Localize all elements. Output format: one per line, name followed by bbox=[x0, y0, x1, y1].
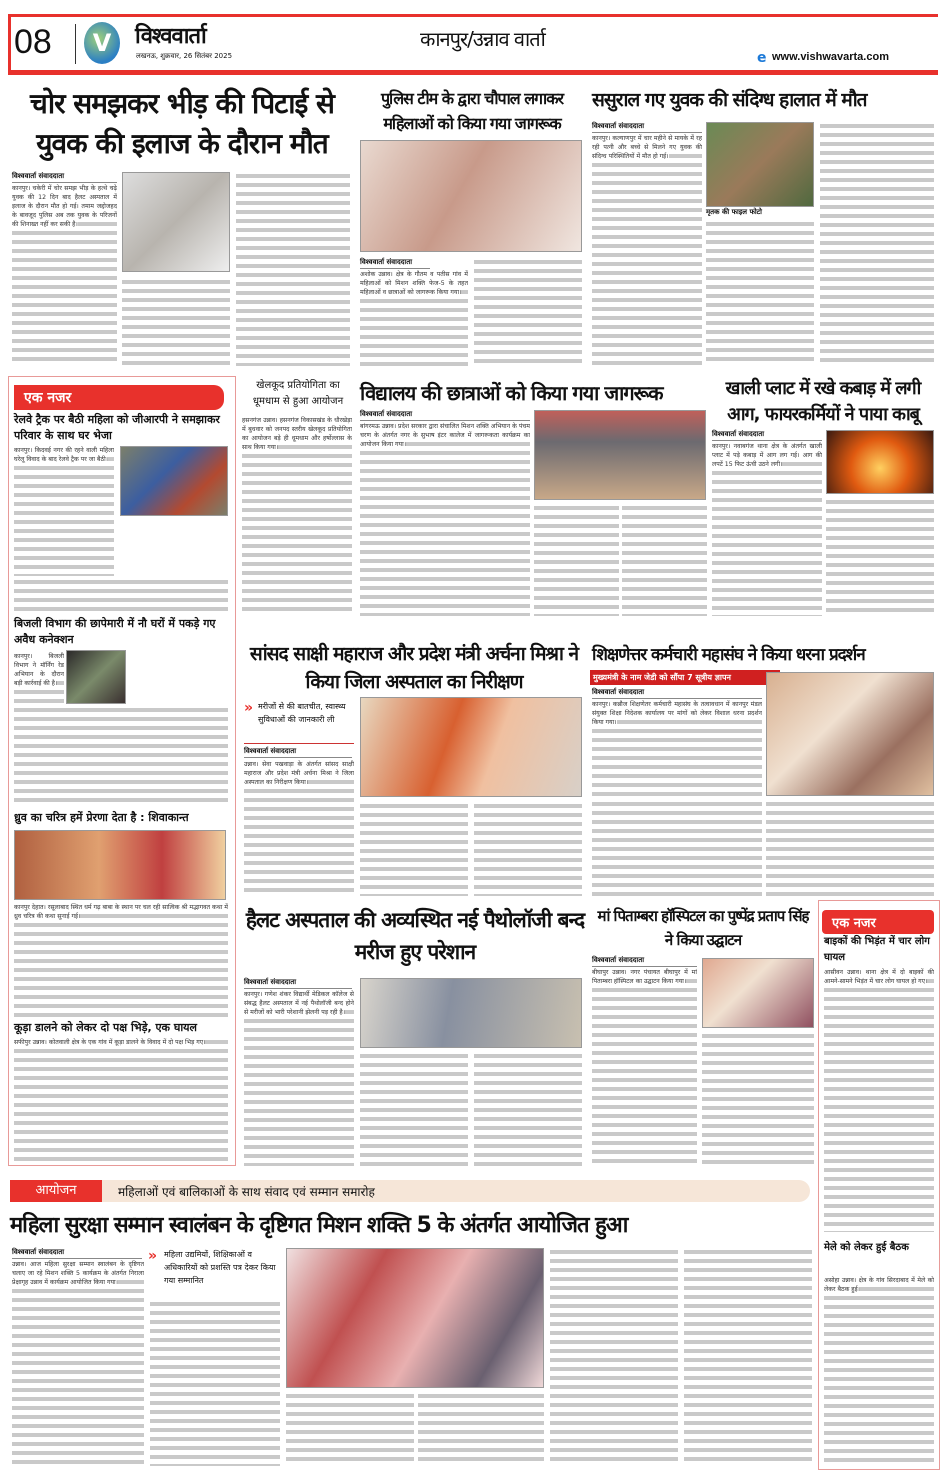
story-body-col bbox=[820, 122, 934, 366]
feature-body-col bbox=[550, 1248, 678, 1466]
story-body-col bbox=[702, 1032, 814, 1166]
story-body-col bbox=[474, 802, 582, 896]
story-body: बीघापुर उन्नाव। नगर पंचायत बीघापुर में मां पिताम्बरा हॉस्पिटल का उद्घाटन किया गया। bbox=[592, 968, 697, 1166]
feature-body-col bbox=[418, 1392, 544, 1466]
sidebar-body: असोहा उन्नाव। क्षेत्र के गांव सिरदाबाद में मेले को लेकर बैठक हुई। bbox=[824, 1276, 934, 1464]
byline: विश्ववार्ता संवाददाता bbox=[712, 430, 822, 441]
story-headline: मां पिताम्बरा हॉस्पिटल का पुष्पेंद्र प्रताप सिंह ने किया उद्घाटन bbox=[597, 907, 809, 949]
story-photo bbox=[534, 410, 706, 500]
sidebar-headline: बिजली विभाग की छापेमारी में नौ घरों में पकड़े गए अवैध कनेक्शन bbox=[14, 617, 216, 646]
feature-body-col bbox=[684, 1248, 812, 1466]
story-body: हसनगंज उन्नाव। हसनगंज विकासखंड के धौरखेड़ा में बुधवार को जनपद स्तरीय खेलकूद प्रतियोगिता का आयोजन बड़े ही धूमधाम और हर्षोल्लास के साथ किया गया। bbox=[242, 416, 352, 616]
sidebar-body-col bbox=[14, 706, 228, 806]
page-number: 08 bbox=[14, 23, 52, 61]
sidebar-label: एक नजर bbox=[14, 385, 224, 410]
sidebar-headline: ध्रुव का चरित्र हमें प्रेरणा देता है : शिवाकान्त bbox=[14, 811, 189, 824]
story-body-col bbox=[360, 1052, 468, 1166]
byline: विश्ववार्ता संवाददाता bbox=[592, 956, 697, 967]
ie-icon: e bbox=[757, 50, 767, 66]
story-headline: शिक्षणेत्तर कर्मचारी महासंघ ने किया धरना प्रदर्शन bbox=[592, 645, 865, 665]
sidebar-headline: बाइकों की भिड़ंत में चार लोग घायल bbox=[824, 936, 930, 963]
byline: विश्ववार्ता संवाददाता bbox=[592, 688, 762, 699]
story-photo bbox=[360, 697, 582, 797]
section-title: कानपुर/उन्नाव वार्ता bbox=[420, 27, 545, 51]
story-headline: विद्यालय की छात्राओं को किया गया जागरूक bbox=[360, 381, 663, 405]
byline: विश्ववार्ता संवाददाता bbox=[360, 258, 430, 269]
story-photo bbox=[360, 140, 582, 252]
sidebar-photo bbox=[14, 830, 226, 900]
dateline: लखनऊ, शुक्रवार, 26 सितंबर 2025 bbox=[136, 52, 233, 60]
story-body: बांगरमऊ उन्नाव। प्रदेश सरकार द्वारा संचालित मिशन शक्ति अभियान के पंचम चरण के अंतर्गत नगर के सुभाष इंटर कालेज में जागरूकता कार्यक्रम का आयोजन किया गया। bbox=[360, 422, 530, 616]
quote-marks-icon: » bbox=[148, 1248, 158, 1264]
story-photo bbox=[766, 672, 934, 796]
story-headline: हैलट अस्पताल की अव्यस्थित नई पैथोलॉजी बन्द मरीज हुए परेशान bbox=[245, 908, 585, 964]
logo-icon: V bbox=[84, 22, 120, 64]
website-link[interactable]: www.vishwavarta.com bbox=[772, 51, 889, 63]
story-body-col bbox=[474, 1052, 582, 1166]
masthead-accent bbox=[8, 14, 40, 17]
byline: विश्ववार्ता संवाददाता bbox=[12, 172, 117, 183]
pull-quote: मरीजों से की बातचीत, स्वास्थ्य सुविधाओं की जानकारी ली bbox=[258, 702, 346, 724]
sidebar-body-col bbox=[14, 578, 228, 614]
sidebar-headline: रेलवे ट्रैक पर बैठी महिला को जीआरपी ने समझाकर परिवार के साथ घर भेजा bbox=[14, 413, 220, 442]
sidebar-body: कानपुर देहात। रसूलाबाद स्थित धर्म गढ़ बाबा के स्थान पर चल रही सात्विक श्री मद्भागवत कथा में ध्रुव चरित्र की कथा सुनाई गई। bbox=[14, 903, 228, 1019]
story-body-col bbox=[706, 220, 814, 366]
right-sidebar-label: एक नजर bbox=[822, 910, 934, 934]
story-photo bbox=[826, 430, 934, 494]
story-headline: सांसद साक्षी महाराज और प्रदेश मंत्री अर्चना मिश्रा ने किया जिला अस्पताल का निरीक्षण bbox=[249, 643, 579, 693]
feature-photo bbox=[286, 1248, 544, 1388]
sidebar-photo bbox=[66, 650, 126, 704]
sidebar-body: आसीवन उन्नाव। थाना क्षेत्र में दो बाइकों की आमने-सामने भिड़ंत में चार लोग घायल हो गए। bbox=[824, 968, 934, 1232]
byline: विश्ववार्ता संवाददाता bbox=[12, 1248, 142, 1259]
sidebar-body: सफीपुर उन्नाव। कोतवाली क्षेत्र के एक गांव में कूड़ा डालने के विवाद में दो पक्ष भिड़ गए। bbox=[14, 1038, 228, 1162]
feature-tag: आयोजन bbox=[10, 1180, 102, 1202]
feature-strap: महिलाओं एवं बालिकाओं के साथ संवाद एवं सम्मान समारोह bbox=[118, 1185, 375, 1199]
story-body: कानपुर। गणेश शंकर विद्यार्थी मेडिकल कॉलेज से संबद्ध हैलट अस्पताल में नई पैथोलॉजी बन्द होने से मरीजों को भारी परेशानी झेलनी पड़ रही है। bbox=[244, 990, 354, 1166]
sidebar-photo bbox=[120, 446, 228, 516]
sidebar-headline: मेले को लेकर हुई बैठक bbox=[824, 1242, 909, 1253]
story-body-col bbox=[534, 504, 619, 616]
story-photo bbox=[122, 172, 230, 272]
red-divider bbox=[8, 70, 938, 75]
story-body-col bbox=[474, 258, 582, 366]
feature-body: उन्नाव। आज महिला सुरक्षा सम्मान स्वालंबन के दृष्टिगत चलाए जा रहे मिशन शक्ति 5 कार्यक्रम के अंतर्गत निराला प्रेक्षागृह उन्नाव में कार्यक्रम आयोजित किया गया। bbox=[12, 1260, 144, 1466]
story-headline: खाली प्लाट में रखे कबाड़ में लगी आग, फायरकर्मियों ने पाया काबू bbox=[725, 378, 921, 425]
story-photo bbox=[360, 978, 582, 1048]
story-body: कानपुर। नवाबगंज थाना क्षेत्र के अंतर्गत खाली प्लाट में पड़े कबाड़ में आग लग गई। आग की लपटें 15 फिट ऊंची उठने लगी। bbox=[712, 442, 822, 616]
story-body-col bbox=[826, 498, 934, 616]
story-body: कानपुर। कन्नौज शिक्षणेतर कर्मचारी महासंघ के तत्वावधान में कानपुर मंडल संयुक्त शिक्षा निदेशक कार्यालय पर मांगों को लेकर विशाल धरना प्रदर्शन किया गया। bbox=[592, 700, 762, 796]
story-body-col bbox=[122, 278, 230, 366]
story-body-col bbox=[622, 504, 707, 616]
story-body-col bbox=[360, 802, 468, 896]
story-body: अशोक उन्नाव। क्षेत्र के गौतम व पतीस गांव में महिलाओं को मिशन शक्ति फेज-5 के तहत महिलाओं व छात्राओं को जागरूक किया गया। bbox=[360, 270, 468, 366]
photo-caption: मृतक की फाइल फोटो bbox=[706, 208, 762, 216]
story-headline: खेलकूद प्रतियोगिता का धूमधाम से हुआ आयोजन bbox=[252, 380, 344, 407]
feature-body-col bbox=[150, 1300, 280, 1466]
story-body: कानपुर। कल्याणपुर में चार महीने से मायके में रह रही पत्नी और बच्चे से मिलने गए युवक की संदिग्ध परिस्थितियों में मौत हो गई। bbox=[592, 134, 702, 366]
byline: विश्ववार्ता संवाददाता bbox=[244, 747, 352, 758]
kicker: मुख्यमंत्री के नाम जेडी को सौंपा 7 सूत्रीय ज्ञापन bbox=[590, 670, 780, 685]
byline: विश्ववार्ता संवाददाता bbox=[244, 978, 352, 989]
story-headline: चोर समझकर भीड़ की पिटाई से युवक की इलाज के दौरान मौत bbox=[30, 87, 334, 160]
sidebar-body: कानपुर। किदवई नगर की रहने वाली महिला घरेलू विवाद के बाद रेलवे ट्रैक पर जा बैठी। bbox=[14, 446, 114, 576]
story-headline: ससुराल गए युवक की संदिग्ध हालात में मौत bbox=[592, 89, 867, 111]
sidebar-body: कानपुर। बिजली विभाग ने मॉर्निंग रेड अभियान के दौरान बड़ी कार्रवाई की है। bbox=[14, 652, 64, 704]
feature-body-col bbox=[286, 1392, 414, 1466]
masthead-divider bbox=[75, 24, 76, 64]
pull-quote-rule bbox=[244, 743, 354, 744]
pull-quote: महिला उद्यमियों, शिक्षिकाओं व अधिकारियों को प्रशस्ति पत्र देकर किया गया सम्मानित bbox=[164, 1250, 276, 1285]
paper-name: विश्ववार्ता bbox=[135, 24, 206, 49]
sidebar-headline: कूड़ा डालने को लेकर दो पक्ष भिड़े, एक घायल bbox=[14, 1021, 198, 1034]
byline: विश्ववार्ता संवाददाता bbox=[360, 410, 530, 421]
story-body: कानपुर। चकेरी में चोर समझ भीड़ के हत्थे चढ़े युवक की 12 दिन बाद हैलट अस्पताल में इलाज के दौरान मौत हो गई। तमाम जद्दोजहद के बावजूद पुलिस अब तक युवक के परिजनों की शिनाख्त नहीं कर सकी है। bbox=[12, 184, 117, 366]
story-headline: पुलिस टीम के द्वारा चौपाल लगाकर महिलाओं को किया गया जागरूक bbox=[380, 89, 564, 133]
byline: विश्ववार्ता संवाददाता bbox=[592, 122, 702, 133]
story-body-col bbox=[236, 172, 350, 366]
quote-marks-icon: » bbox=[244, 700, 254, 716]
feature-headline: महिला सुरक्षा सम्मान स्वालंबन के दृष्टिगत मिशन शक्ति 5 के अंतर्गत आयोजित हुआ bbox=[10, 1213, 628, 1238]
story-body-col bbox=[766, 800, 934, 896]
story-body-col bbox=[592, 800, 762, 896]
story-photo bbox=[702, 958, 814, 1028]
story-body: उन्नाव। सेवा पखवाड़ा के अंतर्गत सांसद साक्षी महाराज और प्रदेश मंत्री अर्चना मिश्रा ने जिला अस्पताल का निरीक्षण किया। bbox=[244, 760, 354, 896]
story-photo bbox=[706, 122, 814, 207]
